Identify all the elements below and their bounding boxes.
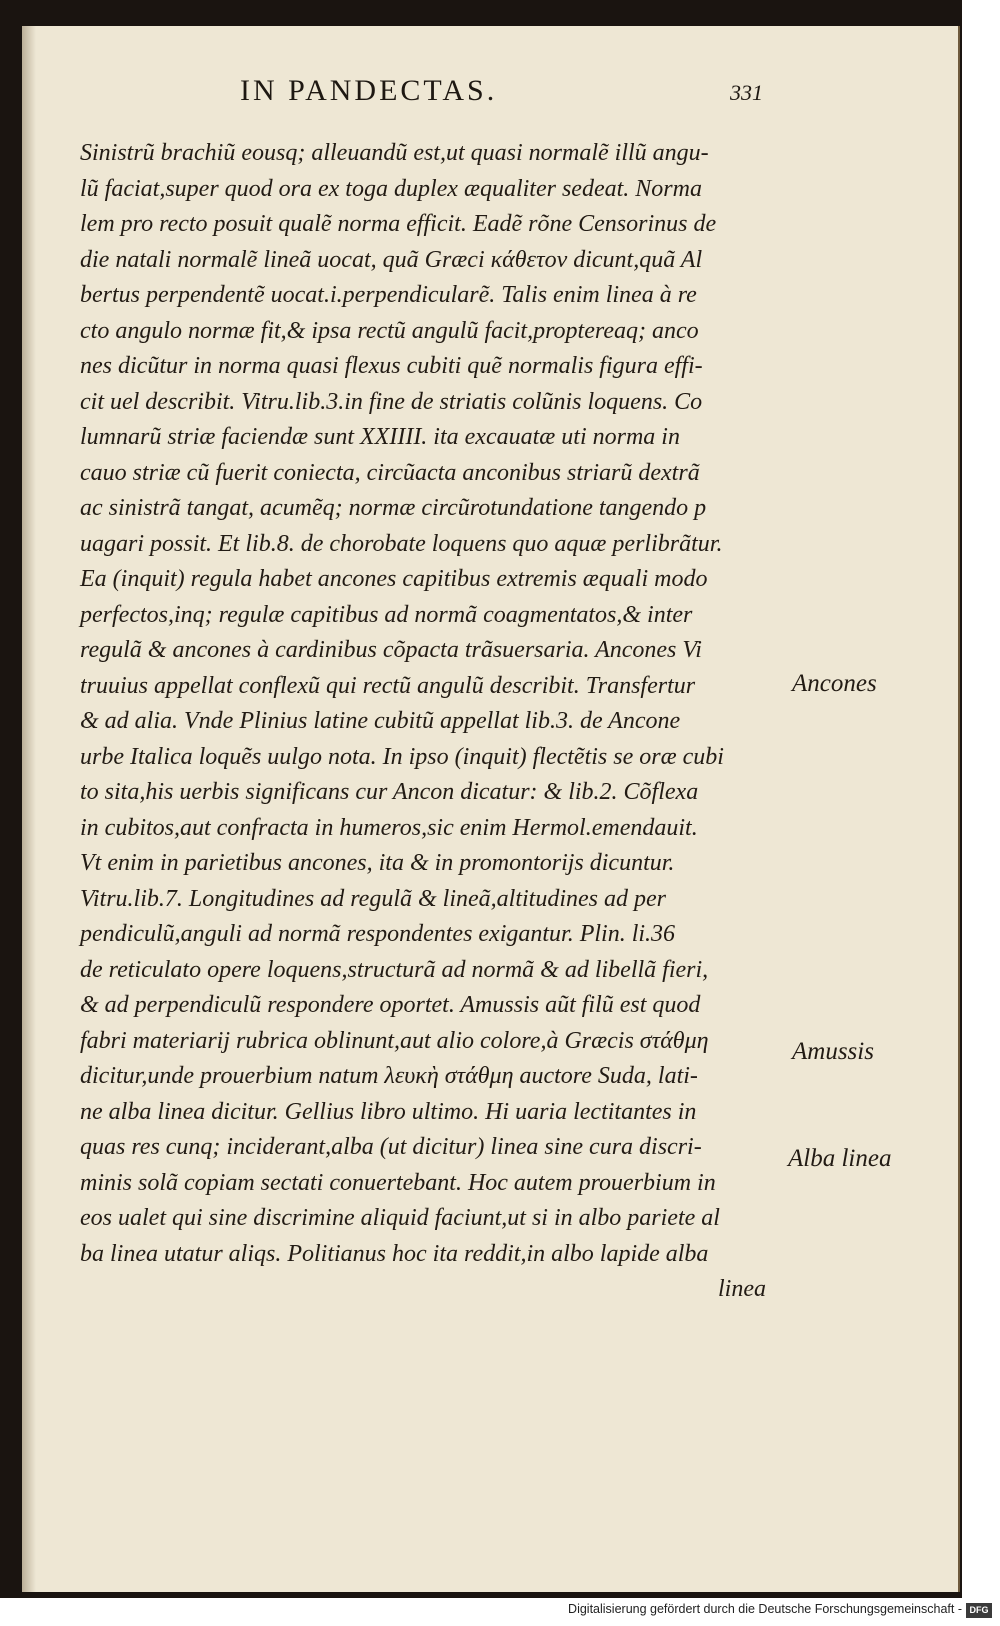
text-line: ba linea utatur aliqs. Politianus hoc ita reddit,in albo lapide alba <box>80 1240 709 1267</box>
text-line: to sita,his uerbis significans cur Ancon dicatur: & lib.2. Cõflexa <box>80 779 699 805</box>
text-line: uagari possit. Et lib.8. de chorobate loquens quo aquæ perlibrãtur. <box>80 530 723 557</box>
text-line: truuius appellat conflexũ qui rectũ angulũ describit. Transfertur <box>80 672 696 699</box>
text-line: regulã & ancones à cardinibus cõpacta trãsuersaria. Ancones Vi <box>80 637 702 663</box>
text-line: dicitur,unde prouerbium natum λευκὴ στάθμη auctore Suda, lati- <box>80 1063 698 1089</box>
marginal-note-ancones: Ancones <box>792 670 877 697</box>
catchword: linea <box>718 1276 766 1302</box>
text-line: fabri materiarij rubrica oblinunt,aut alio colore,à Græcis στάθμη <box>80 1027 709 1054</box>
text-line: ne alba linea dicitur. Gellius libro ultimo. Hi uaria lectitantes in <box>80 1098 697 1125</box>
text-line: Vitru.lib.7. Longitudines ad regulã & lineã,altitudines ad per <box>80 885 666 912</box>
text-line: Sinistrũ brachiũ eousq; alleuandũ est,ut quasi normalẽ illũ angu- <box>80 140 709 166</box>
page-number: 331 <box>730 80 763 105</box>
marginal-note-amussis: Amussis <box>792 1038 874 1065</box>
text-line: cit uel describit. Vitru.lib.3.in fine de striatis colũnis loquens. Co <box>80 388 703 415</box>
text-line: cauo striæ cũ fuerit coniecta, circũacta anconibus striarũ dextrã <box>80 459 700 486</box>
text-line: in cubitos,aut confracta in humeros,sic enim Hermol.emendauit. <box>80 814 698 841</box>
funding-note: Digitalisierung gefördert durch die Deutsche Forschungsgemeinschaft - <box>568 1602 962 1616</box>
text-line: minis solã copiam sectati conuertebant. Hoc autem prouerbium in <box>80 1169 716 1196</box>
text-line: perfectos,inq; regulæ capitibus ad normã coagmentatos,& inter <box>80 601 693 628</box>
marginal-note-alba-linea: Alba linea <box>788 1145 892 1172</box>
text-line: nes dicũtur in norma quasi flexus cubiti quẽ normalis figura effi- <box>80 353 703 379</box>
text-line: eos ualet qui sine discrimine aliquid faciunt,ut si in albo pariete al <box>80 1205 720 1231</box>
text-line: ac sinistrã tangat, acumẽq; normæ circũrotundatione tangendo p <box>80 495 707 521</box>
text-line: quas res cunq; inciderant,alba (ut dicitur) linea sine cura discri- <box>80 1134 702 1160</box>
text-line: Vt enim in parietibus ancones, ita & in promontorijs dicuntur. <box>80 850 675 876</box>
text-line: lumnarũ striæ faciendæ sunt XXIIII. ita excauatæ uti norma in <box>80 424 680 450</box>
text-line: die natali normalẽ lineã uocat, quã Græci κάθετον dicunt,quã Al <box>80 246 703 273</box>
funding-footer <box>0 1598 1000 1626</box>
text-line: & ad alia. Vnde Plinius latine cubitũ appellat lib.3. de Ancone <box>80 708 681 734</box>
text-line: lem pro recto posuit qualẽ norma efficit. Eadẽ rõne Censorinus de <box>80 211 717 237</box>
text-line: de reticulato opere loquens,structurã ad normã & ad libellã fieri, <box>80 956 709 983</box>
text-line: Ea (inquit) regula habet ancones capitibus extremis æquali modo <box>80 566 708 592</box>
body-text <box>80 136 770 1308</box>
text-line: lũ faciat,super quod ora ex toga duplex æqualiter sedeat. Norma <box>80 175 702 202</box>
text-line: & ad perpendiculũ respondere oportet. Amussis aũt filũ est quod <box>80 992 701 1018</box>
text-line: cto angulo normæ fit,& ipsa rectũ angulũ facit,proptereaq; anco <box>80 317 699 344</box>
running-head: IN PANDECTAS. <box>240 74 498 107</box>
text-line: bertus perpendentẽ uocat.i.perpendicularẽ. Talis enim linea à re <box>80 282 697 308</box>
text-line: pendiculũ,anguli ad normã respondentes exigantur. Plin. li.36 <box>80 921 676 947</box>
dfg-logo: DFG <box>966 1603 992 1618</box>
text-line: urbe Italica loquẽs uulgo nota. In ipso (inquit) flectẽtis se oræ cubi <box>80 743 724 770</box>
